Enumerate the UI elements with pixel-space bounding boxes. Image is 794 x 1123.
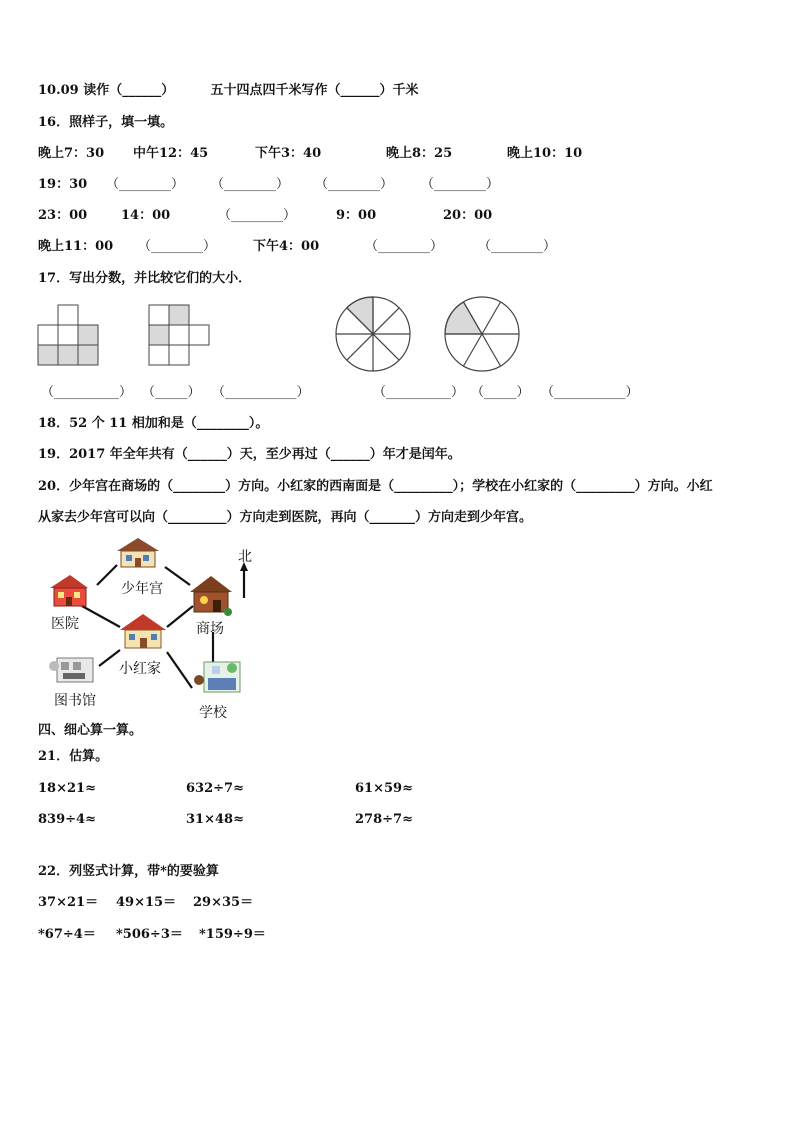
q15-line: 10.09 读作（______） 五十四点四千米写作（______）千米: [38, 83, 419, 98]
youth-palace-icon: [117, 538, 159, 567]
calc-item: 49×15＝: [116, 895, 177, 910]
square-grid-figure-2: [149, 305, 209, 365]
answer-blank[interactable]: （________）: [365, 239, 444, 254]
q16-title: 16．照样子，填一填。: [38, 115, 174, 130]
q18-text: 18．52 个 11 相加和是（________）。: [38, 416, 269, 431]
circle-eighths-figure: [336, 297, 410, 371]
answer-blank[interactable]: （__________）: [41, 385, 133, 400]
estimate-item: 18×21≈: [38, 781, 96, 796]
library-icon: [49, 658, 93, 682]
calc-item: 37×21＝: [38, 895, 99, 910]
path-hospital-home: [82, 606, 120, 627]
q16-row1-cell: 晚上7：30: [38, 146, 105, 161]
mall-icon: [190, 576, 232, 616]
circle-sixths-figure: [445, 297, 519, 371]
q16-row3-cell: 23：00: [38, 208, 88, 223]
q19-text: 19．2017 年全年共有（______）天，至少再过（______）年才是闰年。: [38, 447, 461, 462]
path-youth-mall: [165, 567, 190, 585]
answer-blank[interactable]: （________）: [478, 239, 557, 254]
q16-row3-cell: 14：00: [121, 208, 171, 223]
mall-label: 商场: [196, 621, 224, 637]
q16-row3-cell: 9：00: [336, 208, 377, 223]
answer-blank[interactable]: （_____）: [471, 385, 530, 400]
answer-blank[interactable]: （________）: [106, 177, 185, 192]
estimate-item: 31×48≈: [186, 812, 244, 827]
q16-row1-cell: 下午3：40: [255, 146, 322, 161]
answer-blank[interactable]: （___________）: [212, 385, 310, 400]
q22-title: 22．列竖式计算，带*的要验算: [38, 864, 219, 879]
path-hospital-youth: [97, 565, 117, 585]
home-icon: [120, 614, 166, 648]
path-home-library: [99, 650, 120, 666]
library-label: 图书馆: [54, 693, 96, 709]
hospital-label: 医院: [51, 616, 79, 632]
calc-item: *67÷4＝: [38, 927, 96, 942]
section4-title: 四、细心算一算。: [38, 723, 143, 738]
estimate-item: 632÷7≈: [186, 781, 244, 796]
path-home-school: [167, 652, 192, 688]
answer-blank[interactable]: （________）: [218, 208, 297, 223]
calc-item: *159÷9＝: [199, 927, 266, 942]
estimate-item: 839÷4≈: [38, 812, 96, 827]
q17-title: 17．写出分数，并比较它们的大小．: [38, 271, 252, 286]
q20-line2: 从家去少年宫可以向（_________）方向走到医院，再向（_______）方向走到少年宫。: [38, 510, 533, 525]
answer-blank[interactable]: （________）: [138, 239, 217, 254]
north-label: 北: [238, 549, 252, 565]
answer-blank[interactable]: （________）: [211, 177, 290, 192]
estimate-item: 278÷7≈: [355, 812, 413, 827]
answer-blank[interactable]: （________）: [315, 177, 394, 192]
youth-palace-label: 少年宫: [121, 581, 163, 597]
calc-item: 29×35＝: [193, 895, 254, 910]
answer-blank[interactable]: （________）: [421, 177, 500, 192]
answer-blank[interactable]: （_____）: [142, 385, 201, 400]
path-home-mall: [167, 606, 193, 627]
q16-row4-cell: 下午4：00: [253, 239, 320, 254]
q16-row3-cell: 20：00: [443, 208, 493, 223]
calc-item: *506÷3＝: [116, 927, 183, 942]
school-label: 学校: [199, 705, 227, 721]
q16-row4-cell: 晚上11：00: [38, 239, 114, 254]
square-grid-figure-1: [38, 305, 98, 365]
q16-row1-cell: 中午12：45: [133, 146, 209, 161]
answer-blank[interactable]: （___________）: [541, 385, 639, 400]
q16-row1-cell: 晚上10：10: [507, 146, 583, 161]
school-icon: [194, 662, 240, 692]
q16-row2-cell: 19：30: [38, 177, 88, 192]
q16-row1-cell: 晚上8：25: [386, 146, 453, 161]
q20-line1: 20．少年宫在商场的（________）方向。小红家的西南面是（_________）；学校在小红家的（_________）方向。小红: [38, 479, 713, 494]
answer-blank[interactable]: （__________）: [373, 385, 465, 400]
home-label: 小红家: [119, 661, 161, 677]
q21-title: 21．估算。: [38, 749, 109, 764]
hospital-icon: [50, 575, 88, 606]
estimate-item: 61×59≈: [355, 781, 413, 796]
